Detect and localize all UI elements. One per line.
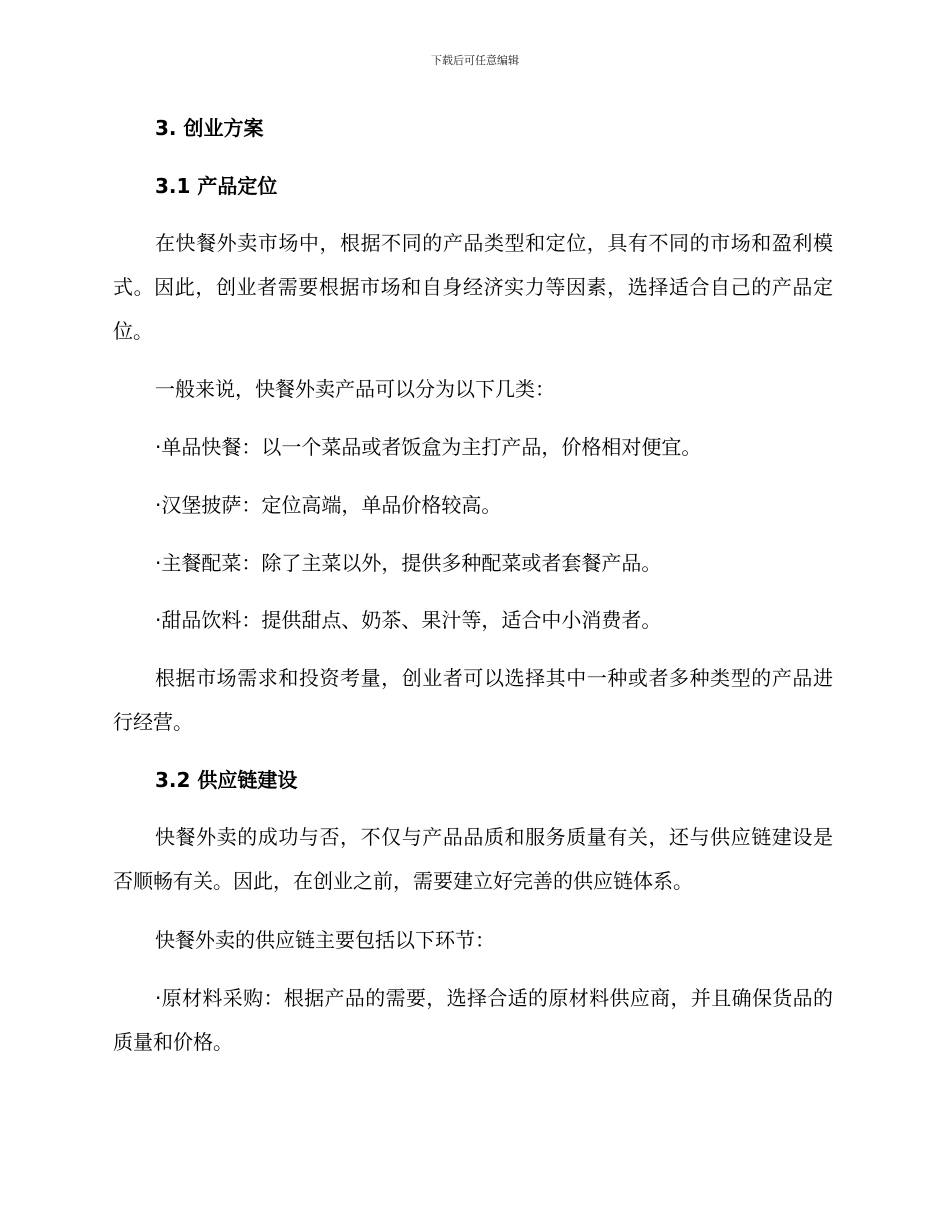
heading-section-3-1: 3.1 产品定位 <box>155 174 278 198</box>
paragraph-supply-chain-intro: 快餐外卖的供应链主要包括以下环节： <box>155 928 495 952</box>
heading-section-3-2: 3.2 供应链建设 <box>155 768 298 792</box>
bullet-symbol: · <box>155 551 162 575</box>
bullet-symbol: · <box>155 493 162 517</box>
bullet-item-single-meal <box>113 425 833 469</box>
heading-section-3: 3. 创业方案 <box>155 116 264 140</box>
bullet-text: 主餐配菜：除了主菜以外，提供多种配菜或者套餐产品。 <box>161 551 662 575</box>
bullet-text: 汉堡披萨：定位高端，单品价格较高。 <box>161 493 502 517</box>
paragraph-supply-chain: 快餐外卖的成功与否，不仅与产品品质和服务质量有关，还与供应链建设是否顺畅有关。因此，在创业之前，需要建立好完善的供应链体系。 <box>113 825 833 893</box>
paragraph-product-choice: 根据市场需求和投资考量，创业者可以选择其中一种或者多种类型的产品进行经营。 <box>113 666 833 734</box>
bullet-symbol: · <box>155 608 162 632</box>
bullet-text: 原材料采购：根据产品的需要，选择合适的原材料供应商，并且确保货品的质量和价格。 <box>113 986 833 1054</box>
bullet-symbol: · <box>155 986 162 1010</box>
bullet-text: 单品快餐：以一个菜品或者饭盒为主打产品，价格相对便宜。 <box>161 435 702 459</box>
bullet-text: 甜品饮料：提供甜点、奶茶、果汁等，适合中小消费者。 <box>161 608 662 632</box>
bullet-item-desserts-drinks <box>113 598 833 642</box>
bullet-item-raw-material-procurement <box>113 976 833 1064</box>
bullet-item-main-sides <box>113 541 833 585</box>
bullet-item-burger-pizza <box>113 483 833 527</box>
page-header: 下载后可任意编辑 <box>431 54 519 67</box>
bullet-symbol: · <box>155 435 162 459</box>
paragraph-product-categories-intro: 一般来说，快餐外卖产品可以分为以下几类： <box>155 377 555 401</box>
paragraph-product-positioning: 在快餐外卖市场中，根据不同的产品类型和定位，具有不同的市场和盈利模式。因此，创业者需要根据市场和自身经济实力等因素，选择适合自己的产品定位。 <box>113 231 833 343</box>
